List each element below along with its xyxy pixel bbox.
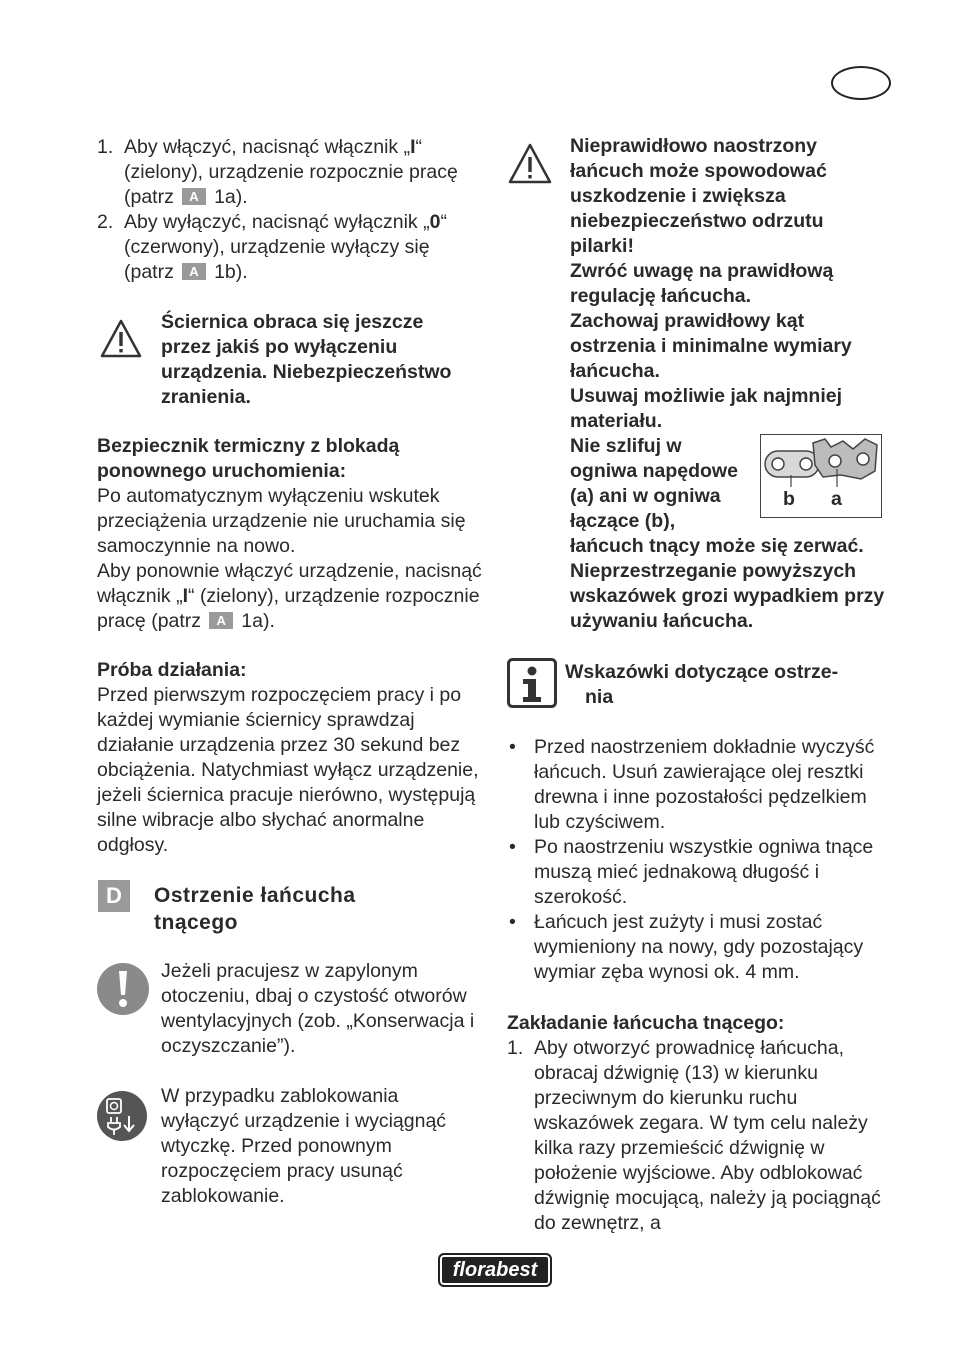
dust-note: Jeżeli pracujesz w zapylonym otoczeniu, dbaj o czystość otworów wentylacyjnych (zob. „Konserwacja i oczyszczanie”). — [161, 960, 475, 1057]
figure-tag: A — [182, 263, 205, 280]
figure-tag: A — [182, 188, 205, 205]
list-number: 1. — [507, 1037, 524, 1059]
list-number: 1. — [97, 136, 114, 158]
function-test-section — [97, 658, 482, 858]
figure-label-b: b — [783, 488, 795, 510]
info-heading: Wskazówki dotyczące ostrze- nia — [565, 661, 839, 708]
chain-warning: Nieprawidłowo naostrzony łańcuch może spowodować uszkodzenie i zwiększa niebezpieczeństwo odrzutu pilarki! Zwróć uwagę na prawidłową regulację łańcucha. Zachowaj prawidłowy kąt ostrzenia i minimalne wymiary łańcucha. Usuwaj możliwie jak najmniej materiału. b a Nie szlifuj w ogniwa napędowe (a) ani w ogniwa łączące (b), łańcuch tnący może się zerwać. Nieprzestrzeganie powyższych wskazówek grozi wypadkiem przy używaniu łańcucha. — [570, 135, 885, 632]
chain-figure — [760, 434, 882, 518]
switch-steps-list — [97, 135, 482, 285]
sharpening-tips-list — [507, 735, 892, 985]
list-item: 1. Aby otworzyć prowadnicę łańcucha, obracaj dźwignię (13) w kierunku przeciwnym do kierunku ruchu wskazówek zegara. W tym celu należy kilka razy przemieścić dźwignię w położenie wyjściowe. Aby odblokować dźwignię mocującą, należy ją pociągnąć do zewnętrz, a — [507, 1037, 881, 1234]
unplug-icon — [96, 1090, 148, 1142]
blockage-note: W przypadku zablokowania wyłączyć urządzenie i wyciągnąć wtyczkę. Przed ponownym rozpoczęciem pracy usunąć zablokowanie. — [161, 1085, 447, 1207]
paragraph: Przed pierwszym rozpoczęciem pracy i po każdej wymianie ściernicy sprawdzaj działanie urządzenia przez 30 sekund bez obciążenia. Natychmiast wyłącz urządzenie, jeżeli ściernica pracuje nierówno, występują silne wibracje albo słychać anormalne odgłosy. — [97, 684, 479, 856]
section-heading: Bezpiecznik termiczny z blokadą ponownego uruchomienia: — [97, 435, 400, 482]
figure-tag: A — [209, 612, 232, 629]
section-heading: Próba działania: — [97, 659, 247, 681]
list-item: 2. Aby wyłączyć, nacisnąć wyłącznik „0“ (czerwony), urządzenie wyłączy się (patrz A 1b). — [97, 211, 447, 283]
thermal-fuse-section — [97, 434, 482, 634]
switch-symbol: I — [410, 136, 416, 158]
figure-label-a: a — [831, 488, 842, 510]
switch-symbol: 0 — [429, 211, 441, 233]
brand-logo: florabest — [438, 1253, 552, 1287]
mount-chain-section — [507, 1011, 892, 1236]
switch-symbol: I — [182, 585, 189, 607]
paragraph: Po automatycznym wyłączeniu wskutek przeciążenia urządzenie nie uruchamia się samoczynnie na nowo. — [97, 485, 466, 557]
list-item: • Po naostrzeniu wszystkie ogniwa tnące muszą mieć jednakową długość i szerokość. — [509, 836, 874, 908]
chapter-title: Ostrzenie łańcucha tnącego — [154, 884, 356, 934]
info-icon — [507, 658, 557, 708]
warning-triangle-icon — [507, 142, 553, 186]
chain-link-drawing — [761, 435, 881, 517]
list-item: • Łańcuch jest zużyty i musi zostać wymieniony na nowy, gdy pozostający wymiar zęba wynosi ok. 4 mm. — [509, 911, 864, 983]
list-item: • Przed naostrzeniem dokładnie wyczyść łańcuch. Usuń zawierające olej resztki drewna i inne pozostałości pędzelkiem lub czyściwem. — [509, 736, 875, 833]
list-number: 2. — [97, 211, 114, 233]
warning-text: Ściernica obraca się jeszcze przez jakiś po wyłączeniu urządzenia. Niebezpieczeństwo zranienia. — [161, 311, 452, 408]
section-heading: Zakładanie łańcucha tnącego: — [507, 1012, 785, 1034]
chapter-letter: D — [98, 880, 130, 912]
exclamation-circle-icon — [96, 962, 150, 1016]
paragraph: Aby ponownie włączyć urządzenie, nacisnąć włącznik „I“ (zielony), urządzenie rozpocznie pracę (patrz A 1a). — [97, 560, 482, 632]
language-badge — [831, 66, 891, 100]
warning-triangle-icon — [99, 318, 143, 360]
list-item: 1. Aby włączyć, nacisnąć włącznik „I“ (zielony), urządzenie rozpocznie pracę (patrz A 1a). — [97, 136, 458, 208]
